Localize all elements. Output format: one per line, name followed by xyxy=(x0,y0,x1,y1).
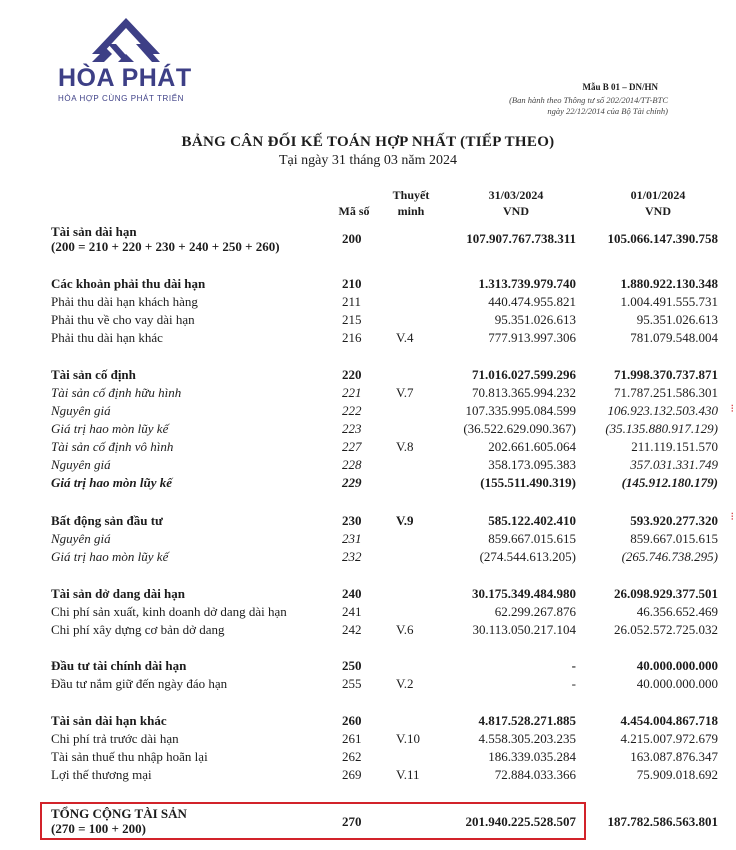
header-col1-date: 31/03/2024 xyxy=(488,188,544,202)
table-row-222 xyxy=(0,403,736,419)
row-name: Tài sản cố định hữu hình xyxy=(51,385,182,400)
row-value-current: 1.313.739.979.740 xyxy=(478,276,576,291)
margin-mark: ⁝ xyxy=(730,511,734,523)
row-code: 223 xyxy=(342,421,362,436)
row-code: 231 xyxy=(342,531,362,546)
page-subtitle: Tại ngày 31 tháng 03 năm 2024 xyxy=(278,153,458,168)
row-code: 241 xyxy=(342,604,362,619)
row-name: Phải thu dài hạn khác xyxy=(51,330,163,345)
row-value-current: 585.122.402.410 xyxy=(488,513,576,528)
row-value-current: (155.511.490.319) xyxy=(480,475,576,490)
row-code: 255 xyxy=(342,676,362,691)
row-code: 242 xyxy=(342,622,362,637)
row-code: 230 xyxy=(342,513,362,528)
row-value-prior: (145.912.180.179) xyxy=(621,475,718,490)
row-value-current: 71.016.027.599.296 xyxy=(472,367,576,382)
row-name: Tài sản thuế thu nhập hoãn lại xyxy=(51,749,208,764)
table-row-269 xyxy=(0,767,736,783)
row-value-prior: (35.135.880.917.129) xyxy=(605,421,718,436)
row-note: V.10 xyxy=(396,731,420,746)
total-name-line2: (270 = 100 + 200) xyxy=(51,821,146,836)
table-row-228 xyxy=(0,457,736,473)
header-note-line2: minh xyxy=(397,204,425,218)
row-value-current: (274.544.613.205) xyxy=(479,549,576,564)
table-row-227 xyxy=(0,439,736,455)
row-name: Giá trị hao mòn lũy kế xyxy=(51,475,172,490)
row-code: 220 xyxy=(342,367,362,382)
row-value-prior: 4.454.004.867.718 xyxy=(620,713,718,728)
row-value-current: 859.667.015.615 xyxy=(488,531,576,546)
row-code: 261 xyxy=(342,731,362,746)
form-note-line1: (Ban hành theo Thông tư số 202/2014/TT-BTC xyxy=(509,95,668,105)
row-code: 228 xyxy=(342,457,362,472)
row-code: 210 xyxy=(342,276,362,291)
row-value-prior: 26.052.572.725.032 xyxy=(614,622,718,637)
header-note xyxy=(386,187,436,219)
row-name: Phải thu dài hạn khách hàng xyxy=(51,294,198,309)
row-code: 260 xyxy=(342,713,362,728)
row-value-prior: 1.004.491.555.731 xyxy=(620,294,718,309)
table-row-241 xyxy=(0,604,736,620)
row-value-current: 107.335.995.084.599 xyxy=(465,403,576,418)
row-code: 216 xyxy=(342,330,362,345)
row-value-current: - xyxy=(571,658,576,673)
row-name: Chi phí sản xuất, kinh doanh dở dang dài hạn xyxy=(51,604,287,619)
row-name xyxy=(51,224,280,254)
table-row-261 xyxy=(0,731,736,747)
row-name: Đầu tư tài chính dài hạn xyxy=(51,658,187,673)
table-row-211 xyxy=(0,294,736,310)
row-value-prior: 26.098.929.377.501 xyxy=(614,586,718,601)
logo-slogan: HÒA HỢP CÙNG PHÁT TRIỂN xyxy=(58,94,185,103)
row-name: Chi phí trả trước dài hạn xyxy=(51,731,179,746)
row-name: Các khoản phải thu dài hạn xyxy=(51,276,206,291)
row-code: 215 xyxy=(342,312,362,327)
table-row-230 xyxy=(0,513,736,529)
form-note xyxy=(509,95,668,117)
row-value-current: 186.339.035.284 xyxy=(488,749,576,764)
row-code: 240 xyxy=(342,586,362,601)
total-value-current: 201.940.225.528.507 xyxy=(465,814,576,829)
row-value-current: 4.817.528.271.885 xyxy=(478,713,576,728)
row-value-current: 30.175.349.484.980 xyxy=(472,586,576,601)
row-value-prior: 46.356.652.469 xyxy=(636,604,718,619)
row-name: Lợi thế thương mại xyxy=(51,767,152,782)
row-code: 229 xyxy=(342,475,362,490)
table-row-220 xyxy=(0,367,736,383)
row-name-line1: Tài sản dài hạn xyxy=(51,224,137,239)
row-code: 250 xyxy=(342,658,362,673)
table-row-242 xyxy=(0,622,736,638)
header-code: Mã số xyxy=(338,204,370,218)
row-value-prior: 211.119.151.570 xyxy=(631,439,718,454)
table-row-262 xyxy=(0,749,736,765)
row-value-prior: 163.087.876.347 xyxy=(630,749,718,764)
margin-mark: ⁝ xyxy=(730,403,734,415)
header-col1 xyxy=(456,187,576,219)
row-value-prior: 95.351.026.613 xyxy=(636,312,718,327)
table-row-260 xyxy=(0,713,736,729)
table-row-231 xyxy=(0,531,736,547)
total-name-line1: TỔNG CỘNG TÀI SẢN xyxy=(51,806,187,821)
row-note: V.4 xyxy=(396,330,414,345)
table-row-215 xyxy=(0,312,736,328)
row-code: 227 xyxy=(342,439,362,454)
row-name: Bất động sản đầu tư xyxy=(51,513,163,528)
table-row-255 xyxy=(0,676,736,692)
header-col2-date: 01/01/2024 xyxy=(630,188,686,202)
form-note-line2: ngày 22/12/2014 của Bộ Tài chính) xyxy=(547,106,668,116)
table-row-240 xyxy=(0,586,736,602)
row-value-current: 62.299.267.876 xyxy=(494,604,576,619)
row-name: Nguyên giá xyxy=(51,457,111,472)
row-code: 269 xyxy=(342,767,362,782)
row-value-current: 107.907.767.738.311 xyxy=(466,231,576,246)
row-note: V.7 xyxy=(396,385,414,400)
page-title: BẢNG CÂN ĐỐI KẾ TOÁN HỢP NHẤT (TIẾP THEO) xyxy=(181,134,555,150)
row-value-prior: 593.920.277.320 xyxy=(630,513,718,528)
row-value-current: 4.558.305.203.235 xyxy=(478,731,576,746)
row-value-prior: 71.998.370.737.871 xyxy=(614,367,718,382)
row-note: V.6 xyxy=(396,622,414,637)
row-code: 232 xyxy=(342,549,362,564)
row-name: Tài sản cố định xyxy=(51,367,136,382)
total-name xyxy=(51,806,187,836)
row-value-prior: 40.000.000.000 xyxy=(636,658,718,673)
table-row-223 xyxy=(0,421,736,437)
row-code: 221 xyxy=(342,385,362,400)
row-name: Tài sản dở dang dài hạn xyxy=(51,586,186,601)
row-note: V.9 xyxy=(396,513,414,528)
row-name: Phải thu về cho vay dài hạn xyxy=(51,312,195,327)
row-value-current: 777.913.997.306 xyxy=(488,330,576,345)
row-note: V.8 xyxy=(396,439,414,454)
row-value-prior: 75.909.018.692 xyxy=(636,767,718,782)
row-code: 200 xyxy=(342,231,362,246)
header-note-line1: Thuyết xyxy=(392,188,430,202)
row-name: Tài sản dài hạn khác xyxy=(51,713,167,728)
row-value-prior: 105.066.147.390.758 xyxy=(607,231,718,246)
table-row-250 xyxy=(0,658,736,674)
row-value-prior: 357.031.331.749 xyxy=(630,457,718,472)
row-note: V.2 xyxy=(396,676,414,691)
row-value-prior: 4.215.007.972.679 xyxy=(620,731,718,746)
row-value-current: 202.661.605.064 xyxy=(488,439,576,454)
row-value-current: - xyxy=(571,676,576,691)
row-code: 222 xyxy=(342,403,362,418)
row-value-prior: 859.667.015.615 xyxy=(630,531,718,546)
row-code: 211 xyxy=(342,294,362,309)
row-name: Chi phí xây dựng cơ bản dở dang xyxy=(51,622,225,637)
row-value-current: 358.173.095.383 xyxy=(488,457,576,472)
row-name-line2: (200 = 210 + 220 + 230 + 240 + 250 + 260) xyxy=(51,239,280,254)
table-row-216 xyxy=(0,330,736,346)
logo-wordmark: HÒA PHÁT xyxy=(58,64,192,92)
row-name: Giá trị hao mòn lũy kế xyxy=(51,421,169,436)
table-row-232 xyxy=(0,549,736,565)
table-row-210 xyxy=(0,276,736,292)
row-value-current: 95.351.026.613 xyxy=(494,312,576,327)
total-code: 270 xyxy=(342,814,362,829)
row-note: V.11 xyxy=(396,767,420,782)
row-value-current: 70.813.365.994.232 xyxy=(472,385,576,400)
row-name: Nguyên giá xyxy=(51,403,111,418)
header-col2 xyxy=(598,187,718,219)
total-value-prior: 187.782.586.563.801 xyxy=(607,814,718,829)
row-code: 262 xyxy=(342,749,362,764)
row-value-prior: 71.787.251.586.301 xyxy=(614,385,718,400)
row-value-prior: 106.923.132.503.430 xyxy=(607,403,718,418)
table-row-200 xyxy=(0,224,736,256)
row-value-prior: (265.746.738.295) xyxy=(621,549,718,564)
row-value-prior: 1.880.922.130.348 xyxy=(620,276,718,291)
row-value-current: 72.884.033.366 xyxy=(494,767,576,782)
row-name: Tài sản cố định vô hình xyxy=(51,439,174,454)
row-value-current: 30.113.050.217.104 xyxy=(472,622,576,637)
table-row-221 xyxy=(0,385,736,401)
row-value-current: 440.474.955.821 xyxy=(488,294,576,309)
header-col1-unit: VND xyxy=(503,204,529,218)
row-value-current: (36.522.629.090.367) xyxy=(463,421,576,436)
row-name: Giá trị hao mòn lũy kế xyxy=(51,549,169,564)
table-row-229 xyxy=(0,475,736,491)
form-code: Mẫu B 01 – DN/HN xyxy=(582,82,658,92)
header-col2-unit: VND xyxy=(645,204,671,218)
row-value-prior: 781.079.548.004 xyxy=(630,330,718,345)
row-name: Đầu tư nắm giữ đến ngày đáo hạn xyxy=(51,676,228,691)
row-value-prior: 40.000.000.000 xyxy=(636,676,718,691)
row-name: Nguyên giá xyxy=(51,531,111,546)
